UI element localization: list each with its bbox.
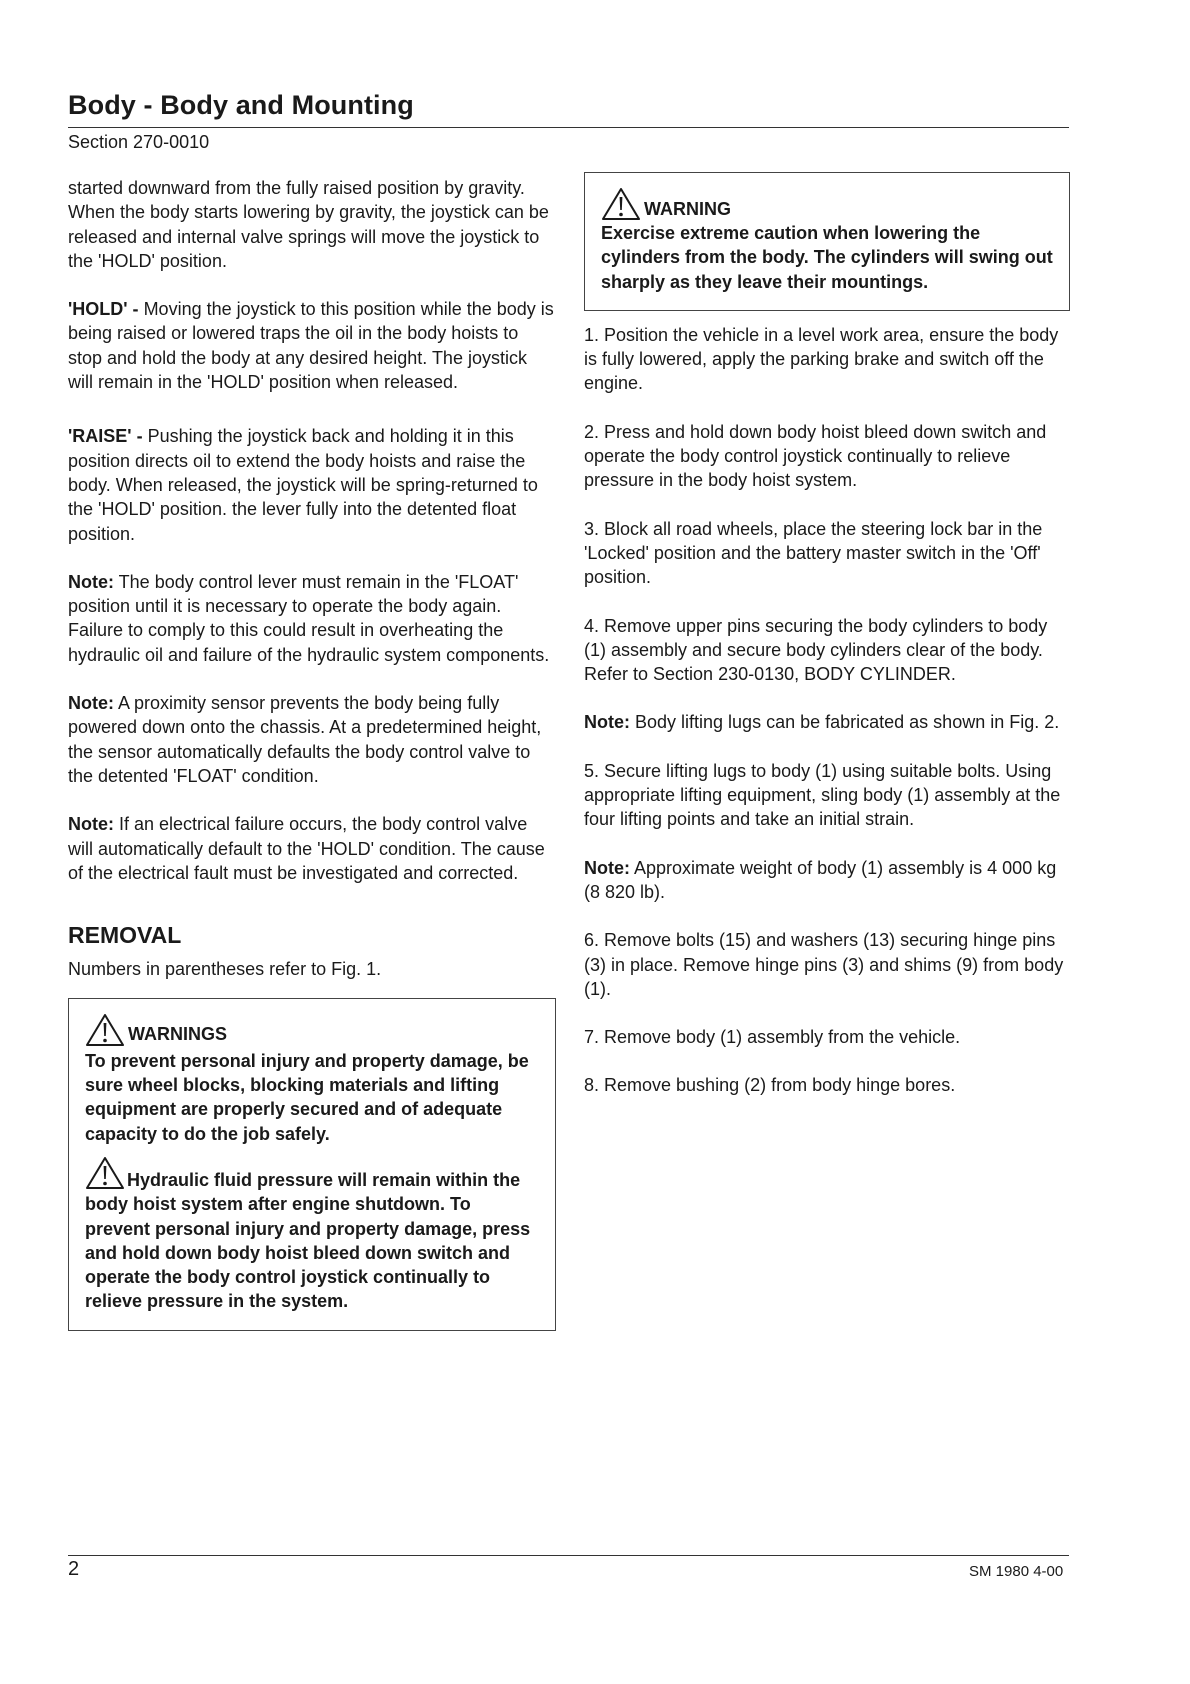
note-text: Approximate weight of body (1) assembly is 4 000 kg (8 820 lb). [584, 857, 1057, 902]
step-2: 2. Press and hold down body hoist bleed down switch and operate the body control joystick continually to relieve pressure in the body hoist system. [584, 421, 1047, 491]
warning-heading: WARNING [644, 198, 731, 219]
warning-triangle-icon [85, 1013, 125, 1047]
note-label: Note: [584, 712, 630, 733]
step-7: 7. Remove body (1) assembly from the vehicle. [584, 1027, 961, 1048]
note-float [68, 570, 556, 667]
note-text: The body control lever must remain in the 'FLOAT' position until it is necessary to operate the body again. Failure to comply to this could result in overheating the hydraulic oil and failure of the hydraulic system components. [68, 571, 550, 665]
warnings-header [85, 1013, 539, 1047]
step-1: 1. Position the vehicle in a level work area, ensure the body is fully lowered, apply the parking brake and switch off the engine. [584, 324, 1059, 394]
footer-rule [68, 1555, 1069, 1556]
section-number: Section 270-0010 [68, 132, 210, 152]
hold-paragraph [68, 297, 556, 394]
note-label: Note: [68, 571, 114, 592]
warning-text: Exercise extreme caution when lowering the cylinders from the body. The cylinders will swing out sharply as they leave their mountings. [601, 223, 1053, 292]
page-title: Body - Body and Mounting [68, 90, 414, 120]
warnings-heading: WARNINGS [128, 1024, 227, 1045]
intro-paragraph: started downward from the fully raised position by gravity. When the body starts lowering by gravity, the joystick can be released and internal valve springs will move the joystick to the 'HOLD' position. [68, 178, 549, 271]
warnings-text-hydraulic [85, 1156, 539, 1314]
warning-triangle-icon [85, 1156, 125, 1190]
raise-paragraph [68, 424, 556, 545]
raise-text: Pushing the joystick back and holding it in this position directs oil to extend the body hoists and raise the body. When released, the joystick will be spring-returned to the 'HOLD' position. the lever fully into the detented float position. [68, 426, 538, 544]
note-text: A proximity sensor prevents the body being fully powered down onto the chassis. At a predetermined height, the sensor automatically defaults the body control valve to the detented 'FLOAT' condition. [68, 693, 542, 786]
hold-text: Moving the joystick to this position while the body is being raised or lowered traps the oil in the body hoists to stop and hold the body at any desired height. The joystick will remain in the 'HOLD' position when released. [68, 299, 554, 393]
raise-label: 'RAISE' - [68, 426, 143, 447]
note-lifting-lugs [584, 710, 1070, 734]
step-8: 8. Remove bushing (2) from body hinge bores. [584, 1075, 956, 1096]
header-rule [68, 127, 1069, 128]
removal-heading: REMOVAL [68, 922, 182, 949]
note-electrical [68, 812, 556, 885]
note-text: If an electrical failure occurs, the body control valve will automatically default to the 'HOLD' condition. The cause of the electrical fault must be investigated and corrected. [68, 814, 545, 883]
warning-triangle-icon [601, 187, 641, 221]
warning-header [601, 187, 1053, 221]
step-4: 4. Remove upper pins securing the body cylinders to body (1) assembly and secure body cylinders clear of the body. Refer to Section 230-0130, BODY CYLINDER. [584, 615, 1048, 685]
right-column [584, 172, 1070, 1122]
step-6: 6. Remove bolts (15) and washers (13) securing hinge pins (3) in place. Remove hinge pins (3) and shims (9) from body (1). [584, 930, 1064, 999]
warnings-box [68, 998, 556, 1331]
warning-box [584, 172, 1070, 311]
hydraulic-warning-text: Hydraulic fluid pressure will remain within the body hoist system after engine shutdown. To prevent personal injury and property damage, press and hold down body hoist bleed down switch and operate the body control joystick continually to relieve pressure in the system. [85, 1169, 531, 1312]
left-column [68, 176, 556, 1331]
document-code: SM 1980 4-00 [969, 1563, 1064, 1580]
note-proximity [68, 691, 556, 788]
note-label: Note: [68, 814, 114, 835]
hold-label: 'HOLD' - [68, 299, 139, 320]
note-label: Note: [584, 857, 630, 878]
step-3: 3. Block all road wheels, place the steering lock bar in the 'Locked' position and the battery master switch in the 'Off' position. [584, 518, 1043, 588]
removal-intro: Numbers in parentheses refer to Fig. 1. [68, 959, 382, 980]
note-text: Body lifting lugs can be fabricated as shown in Fig. 2. [630, 712, 1060, 733]
step-5: 5. Secure lifting lugs to body (1) using suitable bolts. Using appropriate lifting equipment, sling body (1) assembly at the four lifting points and take an initial strain. [584, 760, 1061, 830]
page-number: 2 [68, 1558, 80, 1580]
note-label: Note: [68, 693, 114, 714]
note-weight [584, 856, 1070, 905]
warnings-text-safety: To prevent personal injury and property damage, be sure wheel blocks, blocking materials and lifting equipment are properly secured and of adequate capacity to do the job safely. [85, 1050, 529, 1144]
